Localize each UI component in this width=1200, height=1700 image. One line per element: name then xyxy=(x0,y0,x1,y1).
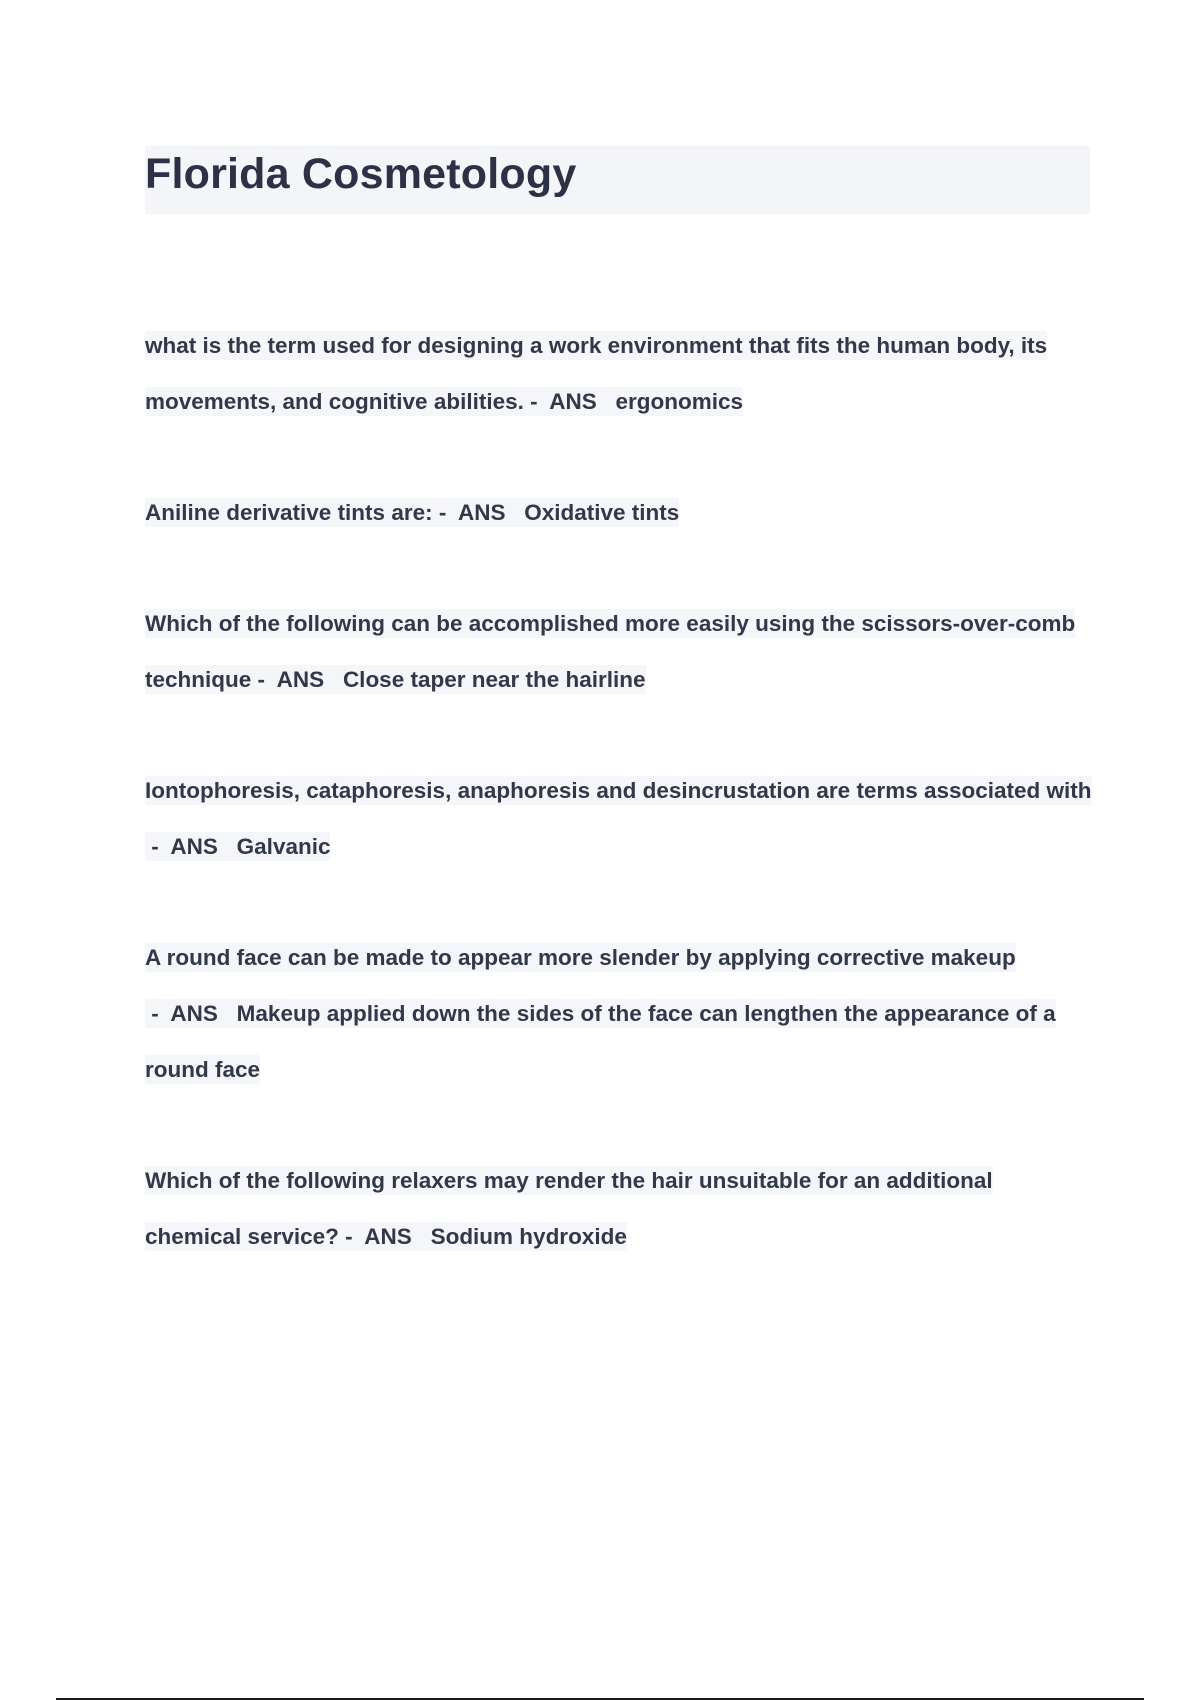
answer-text: Galvanic xyxy=(236,834,331,859)
answer-separator: - ANS xyxy=(251,667,343,692)
answer-text: Oxidative tints xyxy=(524,500,680,525)
question-text: Which of the following relaxers may render the hair unsuitable for an additional chemical service? xyxy=(145,1168,993,1249)
answer-text: Sodium hydroxide xyxy=(430,1224,627,1249)
qa-list xyxy=(145,318,1095,1320)
qa-text xyxy=(145,498,679,527)
question-text: Iontophoresis, cataphoresis, anaphoresis and desincrustation are terms associated with xyxy=(145,778,1092,803)
question-text: A round face can be made to appear more slender by applying corrective makeup xyxy=(145,945,1016,970)
qa-text xyxy=(145,943,1056,1084)
qa-item xyxy=(145,763,1095,875)
qa-item xyxy=(145,596,1095,708)
answer-text: Makeup applied down the sides of the face can lengthen the appearance of a round face xyxy=(145,1001,1056,1082)
qa-item xyxy=(145,1153,1095,1265)
answer-separator: - ANS xyxy=(432,500,525,525)
page-title: Florida Cosmetology xyxy=(145,150,577,198)
question-text: Which of the following can be accomplished more easily using the scissors-over-comb technique xyxy=(145,611,1076,692)
answer-text: ergonomics xyxy=(615,389,744,414)
qa-item xyxy=(145,930,1095,1098)
answer-separator: - ANS xyxy=(523,389,616,414)
question-text: what is the term used for designing a work environment that fits the human body, its movements, and cognitive abilities. xyxy=(145,333,1048,414)
qa-item xyxy=(145,485,1095,541)
answer-separator: - ANS xyxy=(145,834,237,859)
qa-item xyxy=(145,318,1095,430)
qa-text xyxy=(145,1166,993,1251)
answer-separator: - ANS xyxy=(338,1224,431,1249)
qa-text xyxy=(145,331,1047,416)
answer-text: Close taper near the hairline xyxy=(342,667,646,692)
qa-text xyxy=(145,776,1092,861)
qa-text xyxy=(145,609,1075,694)
question-text: Aniline derivative tints are: xyxy=(145,500,433,525)
answer-separator: - ANS xyxy=(145,1001,237,1026)
title-banner xyxy=(145,146,1090,214)
